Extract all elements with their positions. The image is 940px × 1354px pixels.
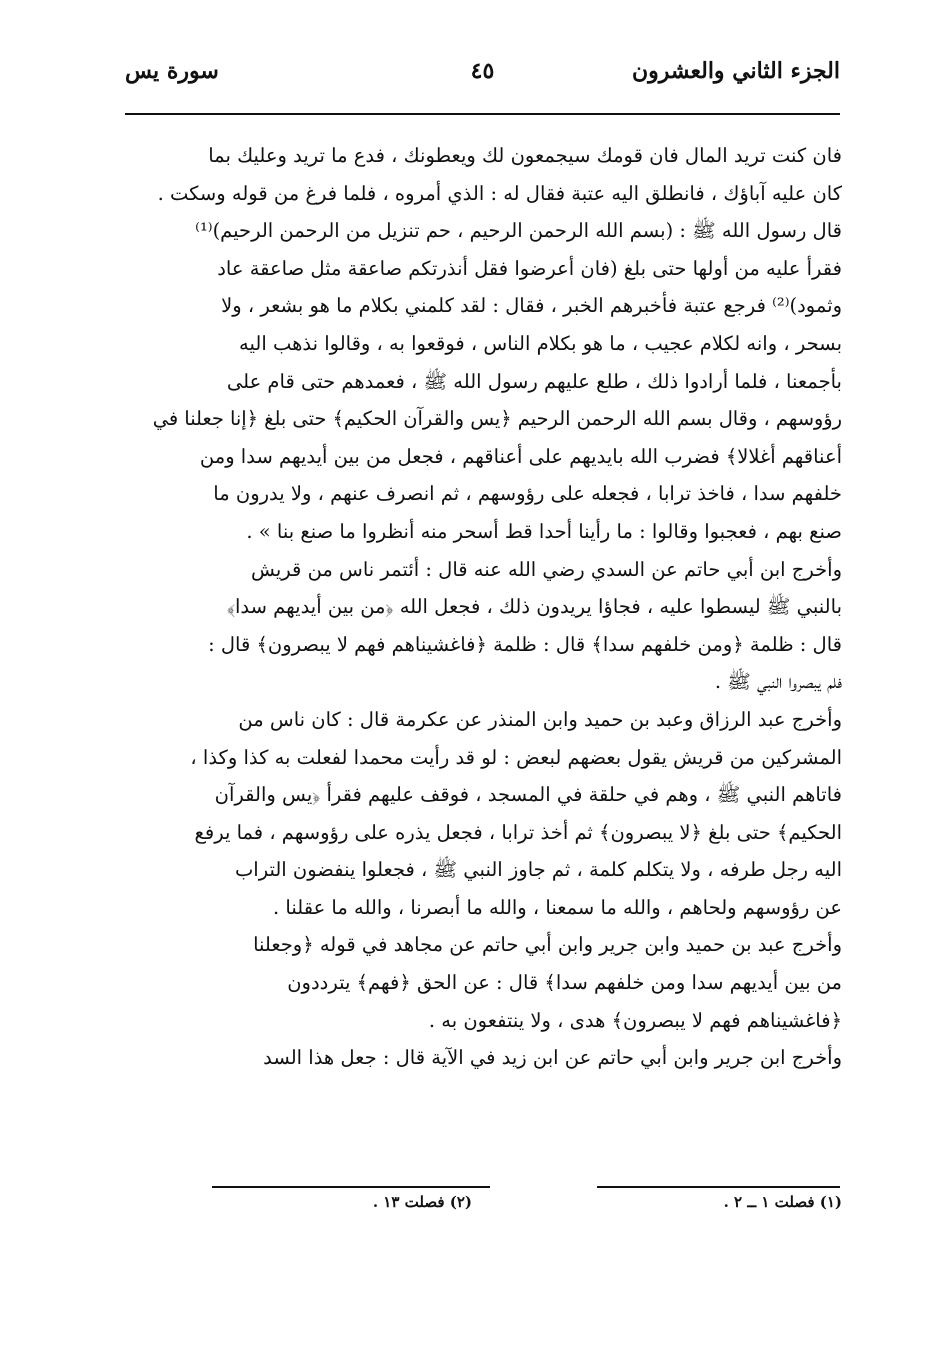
text-line: بالنبي ﷺ ليسطوا عليه ، فجاؤا يريدون ذلك ، فجعل الله ﴿من بين أيديهم سدا﴾	[226, 595, 842, 619]
text-line: وأخرج ابن جرير وابن أبي حاتم عن ابن زيد في الآية قال : جعل هذا السد	[263, 1046, 842, 1070]
text-line: فلم يبصروا النبي ﷺ .	[714, 670, 842, 694]
text-line: فان كنت تريد المال فان قومك سيجمعون لك ويعطونك ، فدع ما تريد وعليك بما	[208, 144, 842, 167]
text-line: خلفهم سدا ، فاخذ ترابا ، فجعله على رؤوسهم ، ثم انصرف عنهم ، ولا يدرون ما	[213, 482, 842, 506]
header-rule	[125, 113, 840, 115]
text-line: ﴿فاغشيناهم فهم لا يبصرون﴾ هدى ، ولا ينتفعون به .	[428, 1008, 842, 1032]
footnotes	[152, 1193, 842, 1221]
text-line: من بين أيديهم سدا ومن خلفهم سدا﴾ قال : عن الحق ﴿فهم﴾ يترددون	[287, 971, 842, 995]
page-number: ٤٥	[470, 58, 495, 84]
text-line: قال رسول الله ﷺ : (بسم الله الرحمن الرحيم ، حم تنزيل من الرحمن الرحيم)⁽¹⁾	[195, 219, 842, 243]
text-line: وثمود)⁽²⁾ فرجع عتبة فأخبرهم الخبر ، فقال : لقد كلمني بكلام ما هو بشعر ، ولا	[221, 294, 842, 318]
text-line: المشركين من قريش يقول بعضهم لبعض : لو قد رأيت محمدا لفعلت به كذا وكذا ،	[190, 745, 842, 769]
body-text	[152, 137, 842, 1077]
text-line: رؤوسهم ، وقال بسم الله الرحمن الرحيم ﴿يس والقرآن الحكيم﴾ حتى بلغ ﴿إنا جعلنا في	[152, 407, 842, 431]
surah-title: سورة يس	[125, 58, 219, 84]
text-line: الحكيم﴾ حتى بلغ ﴿لا يبصرون﴾ ثم أخذ ترابا ، فجعل يذره على رؤوسهم ، فما يرفع	[194, 820, 842, 844]
footnote-rule-left	[212, 1186, 490, 1188]
footnote-1: (١) فصلت ١ ــ ٢ .	[723, 1193, 842, 1211]
text-line: اليه رجل طرفه ، ولا يتكلم كلمة ، ثم جاوز النبي ﷺ ، فجعلوا ينفضون التراب	[234, 858, 842, 882]
footnote-2: (٢) فصلت ١٣ .	[372, 1193, 472, 1211]
text-line: وأخرج ابن أبي حاتم عن السدي رضي الله عنه قال : أئتمر ناس من قريش	[251, 557, 842, 581]
text-line: بسحر ، وانه لكلام عجيب ، ما هو بكلام الناس ، فوقعوا به ، وقالوا نذهب اليه	[239, 331, 842, 355]
text-line: أعناقهم أغلالا﴾ فضرب الله بايديهم على أعناقهم ، فجعل من بين أيديهم سدا ومن	[199, 444, 842, 468]
text-line: قال : ظلمة ﴿ومن خلفهم سدا﴾ قال : ظلمة ﴿فاغشيناهم فهم لا يبصرون﴾ قال :	[208, 632, 842, 656]
text-line: وأخرج عبد الرزاق وعبد بن حميد وابن المنذر عن عكرمة قال : كان ناس من	[238, 707, 842, 731]
part-title: الجزء الثاني والعشرون	[631, 58, 840, 84]
text-line: صنع بهم ، فعجبوا وقالوا : ما رأينا أحدا قط أسحر منه أنظروا ما صنع بنا » .	[246, 519, 842, 543]
text-line: فاتاهم النبي ﷺ ، وهم في حلقة في المسجد ، فوقف عليهم فقرأ ﴿يس والقرآن	[214, 783, 842, 807]
text-line: وأخرج عبد بن حميد وابن جرير وابن أبي حاتم عن مجاهد في قوله ﴿وجعلنا	[253, 933, 842, 957]
page-header	[125, 58, 840, 98]
text-line: فقرأ عليه من أولها حتى بلغ (فان أعرضوا فقل أنذرتكم صاعقة مثل صاعقة عاد	[217, 256, 842, 280]
footnote-rule-right	[597, 1186, 840, 1188]
text-line: كان عليه آباؤك ، فانطلق اليه عتبة فقال له : الذي أمروه ، فلما فرغ من قوله وسكت .	[157, 181, 842, 205]
text-line: بأجمعنا ، فلما أرادوا ذلك ، طلع عليهم رسول الله ﷺ ، فعمدهم حتى قام على	[226, 369, 842, 393]
text-line: عن رؤوسهم ولحاهم ، والله ما سمعنا ، والله ما أبصرنا ، والله ما عقلنا .	[273, 895, 842, 919]
